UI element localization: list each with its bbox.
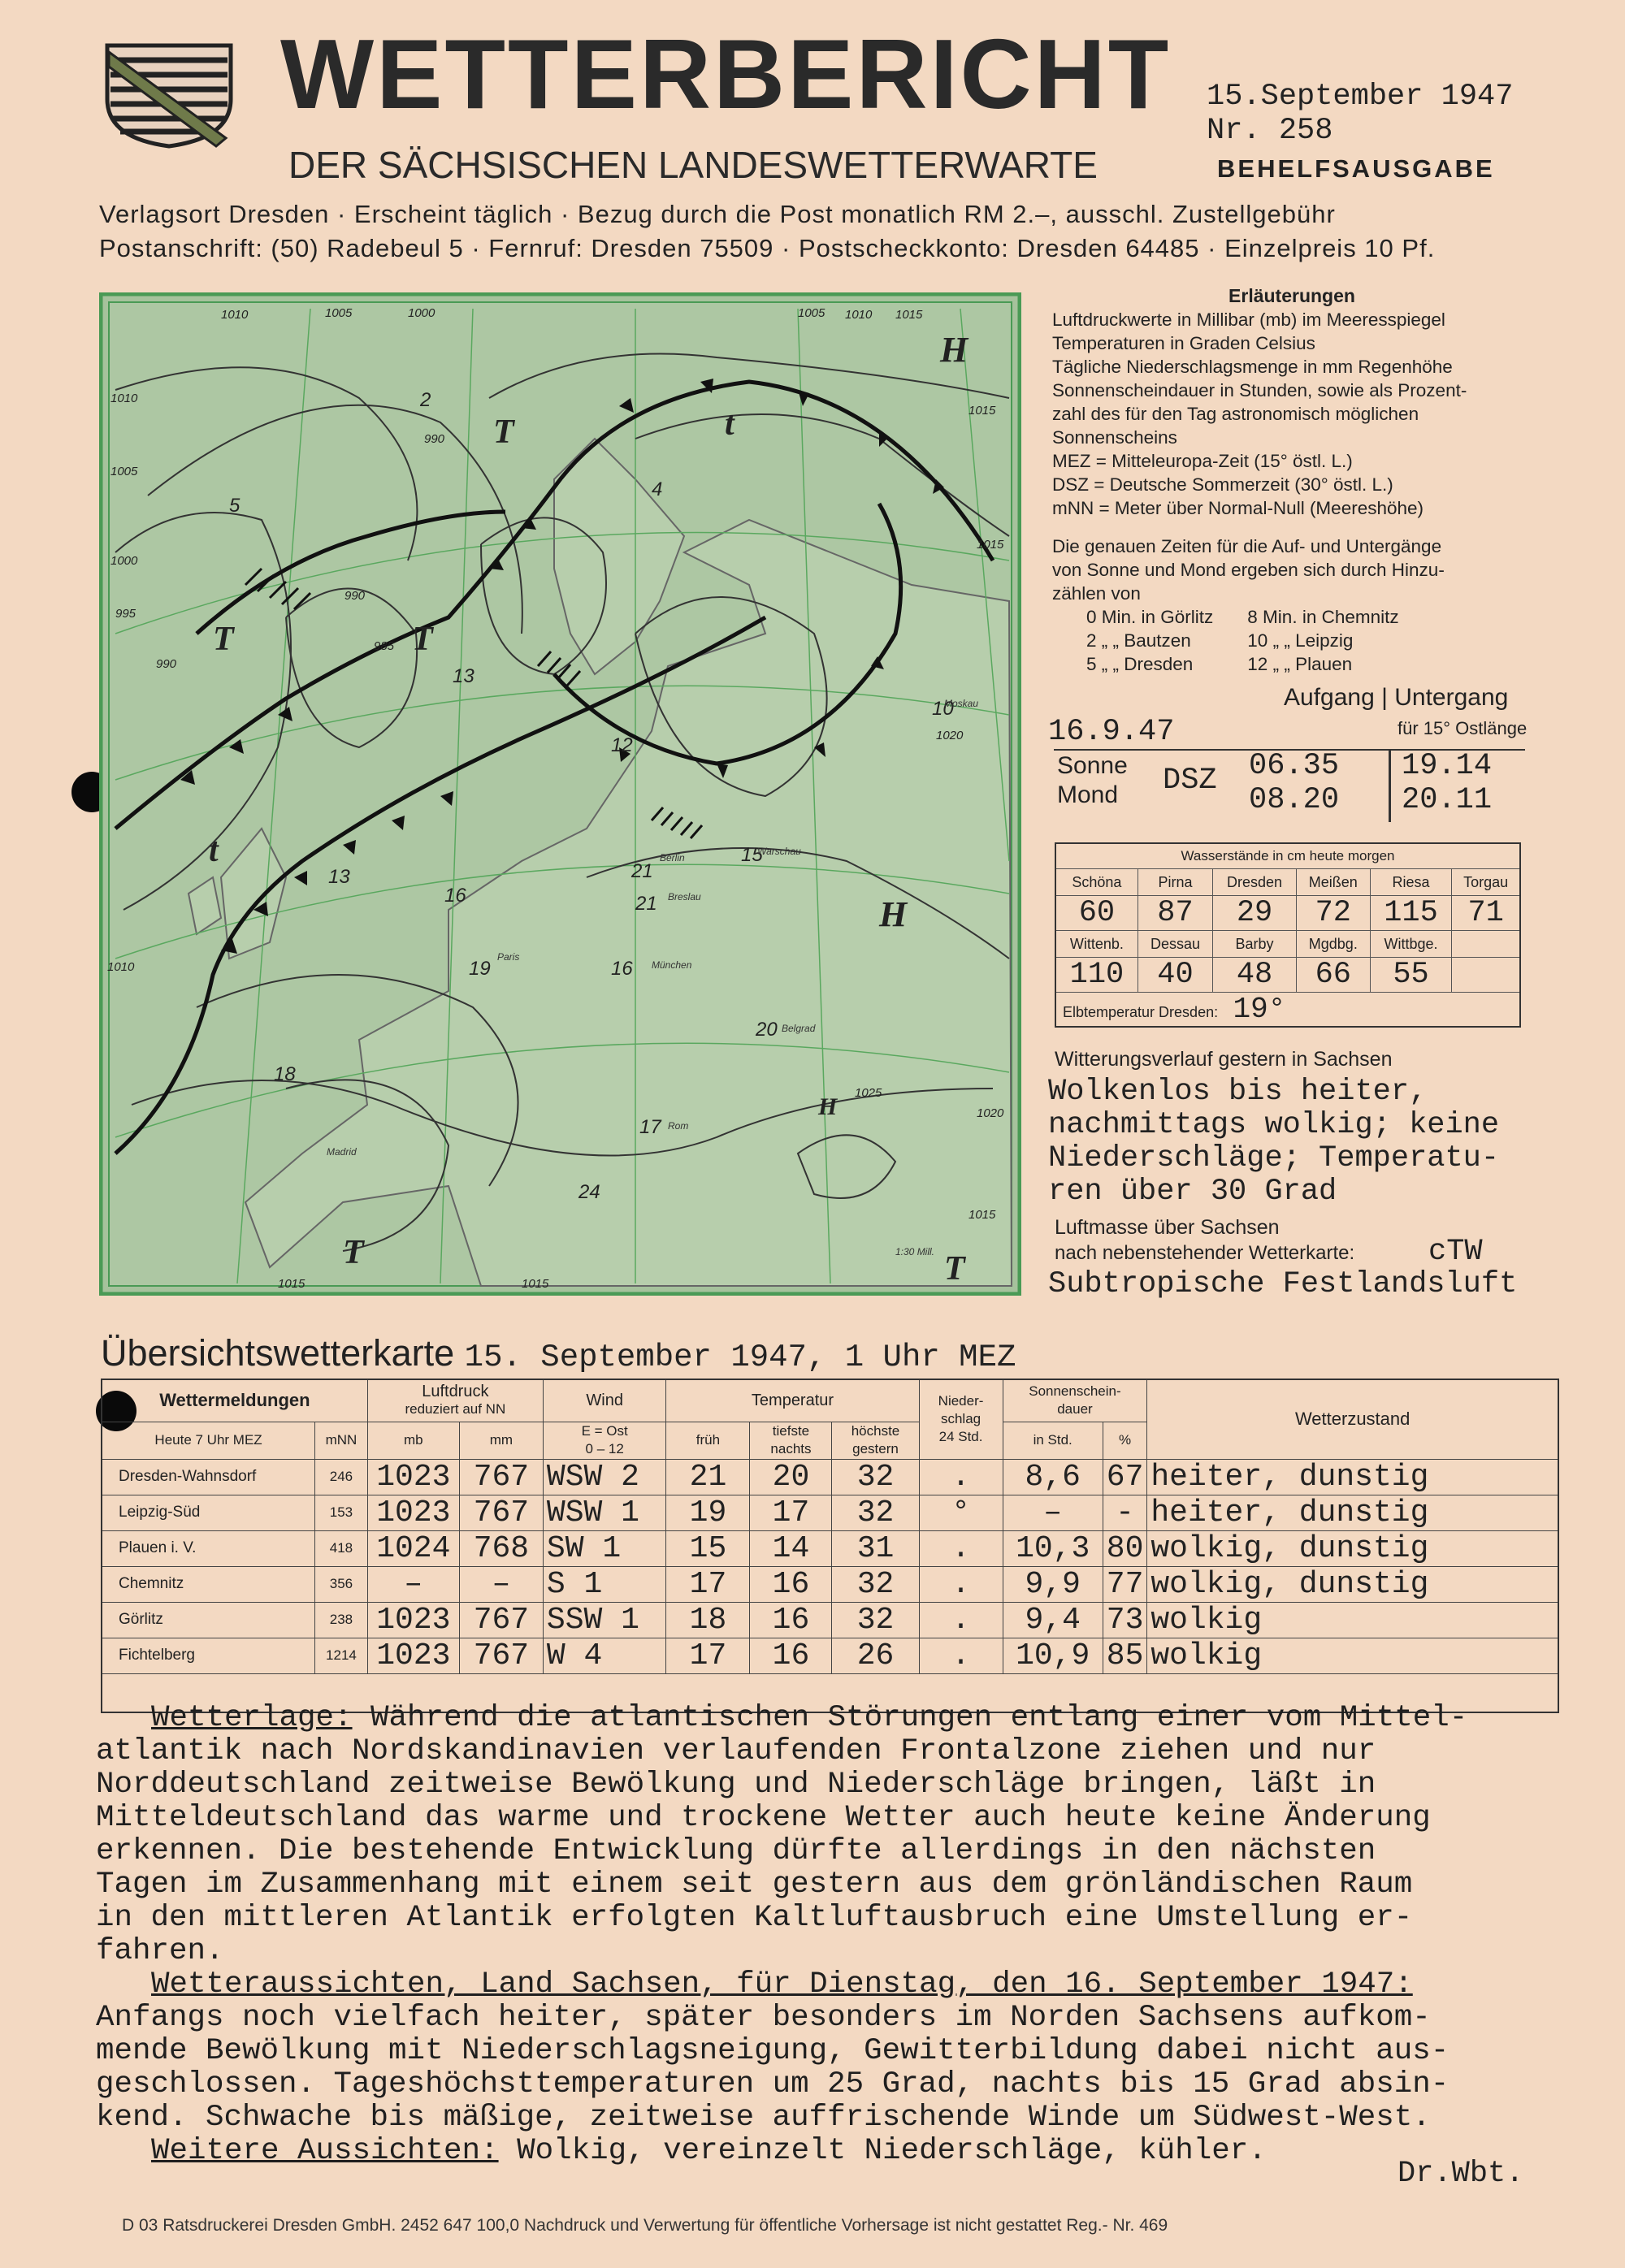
gauge-name <box>1452 931 1520 958</box>
weather-condition: heiter, dunstig <box>1147 1495 1558 1530</box>
pressure-mm: 767 <box>459 1638 543 1673</box>
gauge-value: 40 <box>1138 958 1212 993</box>
isobar-label: 1010 <box>221 308 249 322</box>
place-name: Warschau <box>757 846 801 857</box>
gauge-value: 115 <box>1370 896 1452 931</box>
station-temp: 24 <box>578 1181 600 1203</box>
legend-line: Sonnenscheins <box>1052 427 1177 448</box>
offset-cell: 10 „ „ Leipzig <box>1247 630 1354 651</box>
temp-highest: 26 <box>832 1638 919 1673</box>
isobar-label: 1005 <box>325 306 353 320</box>
gauge-name: Wittbge. <box>1370 931 1452 958</box>
pressure-mm: 767 <box>459 1459 543 1495</box>
pressure-mm: – <box>459 1566 543 1602</box>
place-name: Berlin <box>660 852 685 863</box>
precipitation: . <box>919 1638 1003 1673</box>
offset-cell: 8 Min. in Chemnitz <box>1247 607 1399 627</box>
report-row <box>102 1638 1558 1673</box>
gauge-name: Mgdbg. <box>1296 931 1370 958</box>
isobar-label: 1005 <box>110 465 138 478</box>
water-levels-title: Wasserstände in cm heute morgen <box>1055 843 1520 869</box>
station-temp: 20 <box>756 1019 778 1041</box>
temp-early: 19 <box>666 1495 750 1530</box>
isobar-label: 1010 <box>107 960 135 974</box>
col-mm: mm <box>459 1422 543 1459</box>
high-pressure-marker: H <box>940 330 968 370</box>
isobar-label: 1005 <box>798 306 826 320</box>
air-mass-code: cTW <box>1428 1235 1483 1269</box>
place-name: Breslau <box>668 891 701 902</box>
col-wind: Wind <box>543 1379 666 1422</box>
station-temp: 10 <box>932 698 954 720</box>
gauge-value: 72 <box>1296 896 1370 931</box>
station-temp: 13 <box>328 866 350 888</box>
low-pressure-marker: T <box>493 413 514 451</box>
sunshine-hours: – <box>1003 1495 1103 1530</box>
place-name: Madrid <box>327 1146 357 1158</box>
report-row <box>102 1530 1558 1566</box>
issue-date: 15.September 1947 <box>1207 80 1514 114</box>
isobar-label: 1015 <box>968 1208 996 1222</box>
newspaper-subtitle: DER SÄCHSISCHEN LANDESWETTERWARTE <box>288 144 1098 186</box>
col-condition: Wetterzustand <box>1147 1379 1558 1459</box>
col-pressure <box>367 1379 543 1422</box>
pressure-mb: 1023 <box>367 1638 459 1673</box>
weather-map <box>99 292 1021 1296</box>
sunshine-hours: 10,9 <box>1003 1638 1103 1673</box>
station-temp: 15 <box>741 844 763 866</box>
station-temp: 21 <box>635 893 657 915</box>
moon-rise: 08.20 <box>1249 783 1340 817</box>
sun-moon-header: Aufgang | Untergang <box>1284 684 1509 711</box>
legend-line: MEZ = Mitteleuropa-Zeit (15° östl. L.) <box>1052 451 1353 471</box>
station-altitude: 356 <box>315 1566 368 1602</box>
publisher-info: Verlagsort Dresden · Erscheint täglich · Bezug durch die Post monatlich RM 2.–, ausschl. Zustellgebühr <box>99 200 1336 228</box>
front-label: t <box>209 832 219 869</box>
precipitation: . <box>919 1459 1003 1495</box>
place-name: Moskau <box>944 698 979 709</box>
wind-value: WSW 2 <box>543 1459 666 1495</box>
sun-moon-table <box>1054 749 1525 824</box>
sunshine-percent: - <box>1103 1495 1147 1530</box>
water-levels-table <box>1055 842 1521 1028</box>
pressure-heading: Luftdruck <box>422 1383 489 1401</box>
issue-number: Nr. 258 <box>1207 114 1333 148</box>
times-intro-line: Die genauen Zeiten für die Auf- und Untergänge <box>1052 536 1442 556</box>
place-name: Rom <box>668 1120 689 1132</box>
saxony-coat-of-arms <box>104 42 234 149</box>
legend-line: Sonnenscheindauer in Stunden, sowie als Prozent- <box>1052 380 1467 400</box>
edition-label: BEHELFSAUSGABE <box>1217 154 1495 183</box>
gauge-value: 60 <box>1055 896 1138 931</box>
temp-lowest: 16 <box>750 1602 832 1638</box>
station-temp: 16 <box>444 885 466 907</box>
isobar-label: 990 <box>156 657 177 671</box>
wind-sub: E = Ost <box>581 1423 628 1439</box>
postal-info: Postanschrift: (50) Radebeul 5 · Fernruf: Dresden 75509 · Postscheckkonto: Dresden 64485 · Einzelpreis 10 Pf. <box>99 234 1436 262</box>
station-temp: 5 <box>229 495 240 517</box>
station-name: Fichtelberg <box>102 1638 315 1673</box>
gauge-value: 29 <box>1213 896 1297 931</box>
forecast-text <box>96 1702 1591 2168</box>
isobar-label: 1000 <box>408 306 436 320</box>
legend-line: DSZ = Deutsche Sommerzeit (30° östl. L.) <box>1052 474 1393 495</box>
temp-highest: 32 <box>832 1602 919 1638</box>
isobar-label: 1025 <box>855 1086 882 1100</box>
place-name: München <box>652 959 692 971</box>
aussichten-label: Wetteraussichten, Land Sachsen, für Dienstag, den 16. September 1947: <box>151 1967 1413 2002</box>
sun-rise: 06.35 <box>1249 749 1340 783</box>
pressure-mm: 768 <box>459 1530 543 1566</box>
temp-early: 17 <box>666 1638 750 1673</box>
gauge-name: Barby <box>1213 931 1297 958</box>
isobar-label: 1015 <box>895 308 923 322</box>
gauge-name: Schöna <box>1055 869 1138 896</box>
station-temp: 12 <box>611 734 633 756</box>
temp-lowest: 16 <box>750 1638 832 1673</box>
temp-lowest: 17 <box>750 1495 832 1530</box>
temp-early: 21 <box>666 1459 750 1495</box>
isobar-label: 1000 <box>110 554 138 568</box>
gauge-name: Pirna <box>1138 869 1212 896</box>
isobar-label: 990 <box>424 432 445 446</box>
sunshine-hours: 8,6 <box>1003 1459 1103 1495</box>
station-name: Chemnitz <box>102 1566 315 1602</box>
col-station: Wettermeldungen <box>102 1379 367 1422</box>
sun-line: Sonnenschein- <box>1029 1383 1121 1400</box>
times-intro-line: von Sonne und Mond ergeben sich durch Hinzu- <box>1052 560 1445 580</box>
gauge-name: Riesa <box>1370 869 1452 896</box>
isobar-label: 1015 <box>522 1277 549 1291</box>
temp-lowest: 14 <box>750 1530 832 1566</box>
station-temp: 4 <box>652 478 663 500</box>
pressure-subheading: reduziert auf NN <box>405 1401 506 1418</box>
wind-value: WSW 1 <box>543 1495 666 1530</box>
col-early: früh <box>666 1422 750 1459</box>
high-pressure-marker: H <box>818 1093 838 1120</box>
offset-cell: 2 „ „ Bautzen <box>1086 630 1191 651</box>
station-altitude: 246 <box>315 1459 368 1495</box>
weather-condition: wolkig <box>1147 1602 1558 1638</box>
station-altitude: 418 <box>315 1530 368 1566</box>
col-sunshine <box>1003 1379 1147 1422</box>
col-hours: in Std. <box>1003 1422 1103 1459</box>
report-row <box>102 1566 1558 1602</box>
temp-highest: 32 <box>832 1566 919 1602</box>
weather-condition: wolkig, dunstig <box>1147 1566 1558 1602</box>
legend-heading: Erläuterungen <box>1228 285 1355 306</box>
isobar-label: 995 <box>115 607 136 621</box>
pressure-mb: 1023 <box>367 1602 459 1638</box>
legend-line: mNN = Meter über Normal-Null (Meereshöhe) <box>1052 498 1424 518</box>
station-temp: 13 <box>453 665 474 687</box>
low-pressure-marker: T <box>944 1250 965 1288</box>
sun-label: Sonne <box>1057 752 1128 779</box>
sunshine-percent: 67 <box>1103 1459 1147 1495</box>
gauge-value: 48 <box>1213 958 1297 993</box>
station-name: Leipzig-Süd <box>102 1495 315 1530</box>
place-name: Paris <box>497 951 520 963</box>
gauge-name: Meißen <box>1296 869 1370 896</box>
weather-reports-table <box>101 1379 1559 1713</box>
front-label: t <box>725 405 734 443</box>
isobar-label: 1015 <box>278 1277 306 1291</box>
precip-line: 24 Std. <box>938 1429 983 1445</box>
gauge-value: 55 <box>1370 958 1452 993</box>
low-pressure-marker: T <box>213 621 234 658</box>
station-altitude: 238 <box>315 1602 368 1638</box>
signature: Dr.Wbt. <box>1398 2157 1524 2191</box>
wind-sub: 0 – 12 <box>585 1441 624 1456</box>
gauge-name: Torgau <box>1452 869 1520 896</box>
station-temp: 18 <box>274 1063 296 1085</box>
gauge-name: Dessau <box>1138 931 1212 958</box>
sunshine-hours: 9,4 <box>1003 1602 1103 1638</box>
station-temp: 17 <box>639 1116 661 1138</box>
highest-line: höchste <box>851 1423 900 1439</box>
isobar-label: 1020 <box>977 1106 1004 1120</box>
pressure-mm: 767 <box>459 1602 543 1638</box>
station-temp: 19 <box>469 958 491 980</box>
time-offset-table <box>1081 605 1404 676</box>
gauge-value <box>1452 958 1520 993</box>
report-row <box>102 1459 1558 1495</box>
chart-title-date: 15. September 1947, 1 Uhr MEZ <box>464 1340 1016 1375</box>
col-highest <box>832 1422 919 1459</box>
offset-cell: 12 „ „ Plauen <box>1247 654 1353 674</box>
pressure-mb: 1024 <box>367 1530 459 1566</box>
temp-lowest: 16 <box>750 1566 832 1602</box>
sunshine-percent: 73 <box>1103 1602 1147 1638</box>
precipitation: . <box>919 1602 1003 1638</box>
moon-label: Mond <box>1057 781 1119 808</box>
station-temp: 2 <box>420 389 431 411</box>
isobar-label: 1015 <box>968 404 996 418</box>
station-name: Görlitz <box>102 1602 315 1638</box>
col-time: Heute 7 Uhr MEZ <box>102 1422 315 1459</box>
sun-moon-subheader: für 15° Ostlänge <box>1398 718 1528 738</box>
precipitation: ° <box>919 1495 1003 1530</box>
temp-highest: 32 <box>832 1495 919 1530</box>
station-name: Plauen i. V. <box>102 1530 315 1566</box>
low-pressure-marker: T <box>343 1234 364 1271</box>
isobar-label: 1010 <box>110 392 138 405</box>
air-mass-text: Subtropische Festlandsluft <box>1048 1267 1518 1301</box>
offset-cell: 5 „ „ Dresden <box>1086 654 1194 674</box>
weitere-label: Weitere Aussichten: <box>151 2134 499 2168</box>
temp-lowest: 20 <box>750 1459 832 1495</box>
gauge-value: 110 <box>1055 958 1138 993</box>
legend-line: Tägliche Niederschlagsmenge in mm Regenhöhe <box>1052 357 1453 377</box>
col-mb: mb <box>367 1422 459 1459</box>
precip-line: schlag <box>940 1411 982 1427</box>
newspaper-title: WETTERBERICHT <box>280 19 1172 129</box>
isobar-label: 985 <box>374 639 395 653</box>
station-altitude: 1214 <box>315 1638 368 1673</box>
moon-set: 20.11 <box>1402 783 1493 817</box>
temp-early: 18 <box>666 1602 750 1638</box>
air-mass-label: nach nebenstehender Wetterkarte: <box>1055 1242 1355 1264</box>
legend-line: Luftdruckwerte in Millibar (mb) im Meeresspiegel <box>1052 309 1445 330</box>
precip-line: Nieder- <box>938 1393 984 1409</box>
sun-line: dauer <box>1057 1401 1093 1418</box>
weather-yesterday-text: Wolkenlos bis heiter, nachmittags wolkig; keine Niederschläge; Temperatu- ren über 30 Grad <box>1048 1075 1500 1209</box>
weitere-text: Wolkig, vereinzelt Niederschläge, kühler. <box>498 2134 1267 2168</box>
weather-yesterday-label: Witterungsverlauf gestern in Sachsen <box>1055 1048 1393 1071</box>
pressure-mm: 767 <box>459 1495 543 1530</box>
temp-highest: 31 <box>832 1530 919 1566</box>
chart-title-label: Übersichtswetterkarte <box>101 1332 455 1374</box>
col-wind-scale <box>543 1422 666 1459</box>
sunshine-hours: 9,9 <box>1003 1566 1103 1602</box>
sunshine-percent: 80 <box>1103 1530 1147 1566</box>
legend-line: Temperaturen in Graden Celsius <box>1052 333 1315 353</box>
isobar-label: 1020 <box>936 729 964 742</box>
aussichten-text: Anfangs noch vielfach heiter, später besonders im Norden Sachsens aufkom- mende Bewölkung mit Niederschlagsneigung, Gewitterbildung dabei nicht aus- geschlossen. Tageshöchsttemperaturen um 25 Grad, nachts bis 15 Grad absin- kend. Schwache bis mäßige, zeitweise auffrischende Winde um Südwest-West. <box>96 2001 1450 2135</box>
air-mass-label: Luftmasse über Sachsen <box>1055 1216 1280 1239</box>
temp-early: 17 <box>666 1566 750 1602</box>
station-name: Dresden-Wahnsdorf <box>102 1459 315 1495</box>
high-pressure-marker: H <box>879 894 908 934</box>
station-temp: 16 <box>611 958 633 980</box>
sun-set: 19.14 <box>1402 749 1493 783</box>
station-temp: 21 <box>631 860 653 882</box>
col-temperature: Temperatur <box>666 1379 919 1422</box>
gauge-value: 66 <box>1296 958 1370 993</box>
pressure-mb: 1023 <box>367 1459 459 1495</box>
wind-value: SSW 1 <box>543 1602 666 1638</box>
weather-condition: wolkig <box>1147 1638 1558 1673</box>
wind-value: W 4 <box>543 1638 666 1673</box>
isobar-label: 1015 <box>977 538 1004 552</box>
col-lowest <box>750 1422 832 1459</box>
gauge-name: Wittenb. <box>1055 931 1138 958</box>
sunshine-percent: 77 <box>1103 1566 1147 1602</box>
col-mnn: mNN <box>315 1422 368 1459</box>
wind-value: S 1 <box>543 1566 666 1602</box>
highest-line: gestern <box>852 1441 899 1456</box>
wetterlage-text: Während die atlantischen Störungen entlang einer vom Mittel- atlantik nach Nordskandinavien verlaufenden Frontalzone ziehen und nur Norddeutschland zeitweise Bewölkung und Niederschläge bringen, läßt in Mitteldeutschland das warme und trockene Wetter auch heute keine Änderung erkennen. Die bestehende Entwicklung dürfte allerdings in den nächsten Tagen im Zusammenhang mit einem seit gestern aus dem grönländischen Raum in den mittleren Atlantik erfolgten Kaltluftausbruch eine Umstellung er- fahren. <box>96 1701 1468 1968</box>
col-percent: % <box>1103 1422 1147 1459</box>
sun-moon-date: 16.9.47 <box>1048 715 1175 749</box>
report-row <box>102 1602 1558 1638</box>
footer-imprint: D 03 Ratsdruckerei Dresden GmbH. 2452 647 100,0 Nachdruck und Verwertung für öffentliche Vorhersage ist nicht gestattet Reg.- Nr. 469 <box>122 2216 1168 2235</box>
times-intro-line: zählen von <box>1052 583 1141 604</box>
isobar-label: 990 <box>344 589 366 603</box>
gauge-value: 71 <box>1452 896 1520 931</box>
temp-highest: 32 <box>832 1459 919 1495</box>
temp-early: 15 <box>666 1530 750 1566</box>
isobar-label: 1010 <box>845 308 873 322</box>
station-altitude: 153 <box>315 1495 368 1530</box>
sunshine-hours: 10,3 <box>1003 1530 1103 1566</box>
lowest-line: tiefste <box>772 1423 810 1439</box>
pressure-mb: – <box>367 1566 459 1602</box>
elbe-temp-value: 19° <box>1233 993 1286 1026</box>
legend-panel <box>1052 284 1532 676</box>
gauge-value: 87 <box>1138 896 1212 931</box>
elbe-temp-label: Elbtemperatur Dresden: <box>1063 1004 1219 1020</box>
weather-condition: heiter, dunstig <box>1147 1459 1558 1495</box>
lowest-line: nachts <box>770 1441 812 1456</box>
report-row <box>102 1495 1558 1530</box>
precipitation: . <box>919 1566 1003 1602</box>
wind-value: SW 1 <box>543 1530 666 1566</box>
low-pressure-marker: T <box>412 621 433 658</box>
precipitation: . <box>919 1530 1003 1566</box>
place-name: Belgrad <box>782 1023 816 1034</box>
weather-condition: wolkig, dunstig <box>1147 1530 1558 1566</box>
pressure-mb: 1023 <box>367 1495 459 1530</box>
map-scale: 1:30 Mill. <box>895 1246 935 1257</box>
legend-line: zahl des für den Tag astronomisch möglichen <box>1052 404 1419 424</box>
wetterlage-label: Wetterlage: <box>151 1701 353 1735</box>
offset-cell: 0 Min. in Görlitz <box>1086 607 1214 627</box>
chart-title <box>101 1332 1016 1375</box>
col-precip <box>919 1379 1003 1459</box>
gauge-name: Dresden <box>1213 869 1297 896</box>
report-rows <box>102 1459 1558 1673</box>
sunshine-percent: 85 <box>1103 1638 1147 1673</box>
time-zone: DSZ <box>1163 764 1217 798</box>
